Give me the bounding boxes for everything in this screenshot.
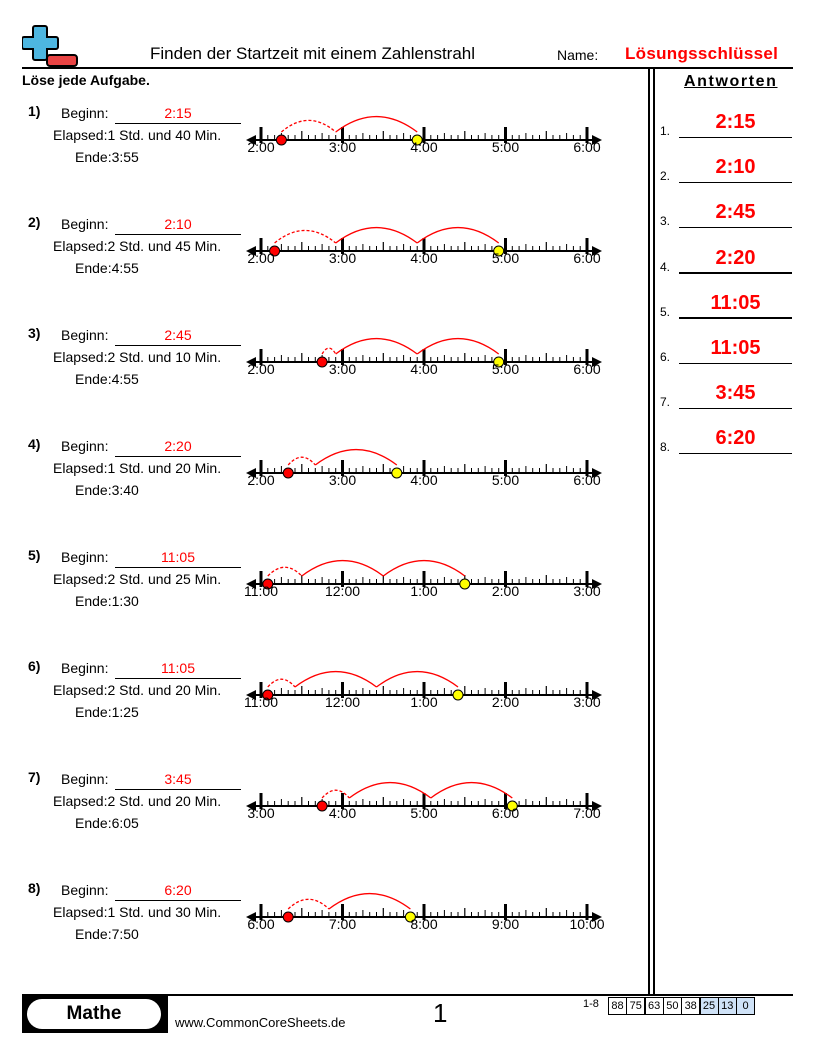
axis-hour-label: 11:00 bbox=[244, 583, 278, 599]
begin-answer: 11:05 bbox=[161, 660, 195, 676]
axis-hour-label: 6:00 bbox=[573, 139, 601, 155]
elapsed-text: Elapsed:1 Std. und 20 Min. bbox=[53, 460, 222, 476]
answer-row-3 bbox=[660, 190, 792, 230]
axis-hour-label: 1:00 bbox=[410, 583, 438, 599]
answer-row-6 bbox=[660, 326, 792, 366]
header-divider bbox=[22, 67, 793, 69]
score-cell: 63 bbox=[645, 997, 664, 1015]
axis-hour-label: 5:00 bbox=[491, 139, 520, 155]
begin-label: Beginn: bbox=[61, 771, 109, 787]
axis-hour-label: 3:00 bbox=[328, 250, 357, 266]
axis-hour-label: 3:00 bbox=[247, 805, 275, 821]
axis-hour-label: 11:00 bbox=[244, 694, 278, 710]
begin-answer: 2:15 bbox=[164, 105, 192, 121]
elapsed-text: Elapsed:2 Std. und 20 Min. bbox=[53, 793, 222, 809]
answer-row-4 bbox=[660, 236, 792, 276]
end-text: Ende:4:55 bbox=[75, 371, 139, 387]
number-line bbox=[0, 436, 640, 496]
axis-hour-label: 3:00 bbox=[328, 361, 357, 377]
axis-hour-label: 6:00 bbox=[573, 361, 601, 377]
answer-number: 4. bbox=[660, 259, 671, 274]
elapsed-text: Elapsed:2 Std. und 10 Min. bbox=[53, 349, 222, 365]
axis-hour-label: 7:00 bbox=[328, 916, 357, 932]
axis-hour-label: 4:00 bbox=[410, 361, 438, 377]
begin-answer: 2:10 bbox=[164, 216, 192, 232]
answer-line bbox=[679, 317, 792, 319]
answer-number: 7. bbox=[660, 395, 671, 410]
answer-line bbox=[679, 137, 792, 139]
axis-hour-label: 6:00 bbox=[573, 250, 601, 266]
axis-hour-label: 8:00 bbox=[410, 916, 438, 932]
score-cell: 25 bbox=[700, 997, 719, 1015]
problem-number: 8) bbox=[28, 880, 41, 896]
answer-line bbox=[679, 272, 792, 274]
elapsed-text: Elapsed:1 Std. und 40 Min. bbox=[53, 127, 222, 143]
score-cell: 38 bbox=[681, 997, 700, 1015]
begin-answer: 2:45 bbox=[164, 327, 192, 343]
answer-value: 6:20 bbox=[715, 427, 756, 450]
column-divider bbox=[648, 69, 650, 995]
number-line bbox=[0, 547, 640, 607]
axis-hour-label: 3:00 bbox=[328, 139, 357, 155]
answer-number: 1. bbox=[660, 124, 671, 138]
axis-hour-label: 4:00 bbox=[410, 250, 438, 266]
axis-hour-label: 4:00 bbox=[410, 139, 438, 155]
answer-value: 2:45 bbox=[715, 201, 756, 224]
answer-line bbox=[679, 363, 792, 365]
axis-hour-label: 2:00 bbox=[247, 250, 275, 266]
problem-number: 4) bbox=[28, 436, 41, 452]
axis-hour-label: 12:00 bbox=[324, 583, 361, 599]
begin-label: Beginn: bbox=[61, 882, 109, 898]
axis-hour-label: 4:00 bbox=[328, 805, 357, 821]
start-dot bbox=[283, 912, 293, 922]
score-cell: 88 bbox=[608, 997, 627, 1015]
axis-hour-label: 2:00 bbox=[247, 139, 275, 155]
answer-number: 2. bbox=[660, 169, 671, 184]
problem-1 bbox=[0, 103, 640, 193]
begin-answer: 6:20 bbox=[164, 882, 192, 898]
axis-hour-label: 4:00 bbox=[410, 472, 438, 488]
number-line bbox=[0, 658, 640, 718]
problem-number: 5) bbox=[28, 547, 41, 563]
elapsed-text: Elapsed:2 Std. und 45 Min. bbox=[53, 238, 222, 254]
begin-label: Beginn: bbox=[61, 438, 109, 454]
answer-number: 8. bbox=[660, 440, 671, 455]
axis-hour-label: 1:00 bbox=[410, 694, 438, 710]
end-text: Ende:3:55 bbox=[75, 149, 139, 165]
problem-number: 7) bbox=[28, 769, 41, 785]
axis-hour-label: 3:00 bbox=[573, 694, 601, 710]
axis-hour-label: 3:00 bbox=[328, 472, 357, 488]
begin-answer: 3:45 bbox=[164, 771, 192, 787]
score-cell: 0 bbox=[736, 997, 755, 1015]
answer-row-5 bbox=[660, 281, 792, 321]
score-cell: 75 bbox=[626, 997, 645, 1015]
axis-hour-label: 2:00 bbox=[247, 361, 275, 377]
answer-line bbox=[679, 453, 792, 455]
problem-8 bbox=[0, 880, 640, 970]
problem-2 bbox=[0, 214, 640, 304]
end-text: Ende:4:55 bbox=[75, 260, 139, 276]
end-text: Ende:1:25 bbox=[75, 704, 139, 720]
number-line bbox=[0, 214, 640, 274]
axis-hour-label: 5:00 bbox=[491, 250, 520, 266]
end-dot bbox=[460, 579, 470, 589]
answers-heading: Antworten bbox=[684, 73, 778, 90]
problem-3 bbox=[0, 325, 640, 415]
axis-hour-label: 12:00 bbox=[324, 694, 361, 710]
answer-number: 5. bbox=[660, 304, 671, 319]
answer-value: 11:05 bbox=[710, 337, 761, 359]
axis-hour-label: 10:00 bbox=[569, 916, 605, 932]
name-label: Name: bbox=[557, 47, 599, 63]
number-line bbox=[0, 880, 640, 940]
axis-hour-label: 3:00 bbox=[573, 583, 601, 599]
begin-label: Beginn: bbox=[61, 549, 109, 565]
axis-hour-label: 5:00 bbox=[491, 472, 520, 488]
elapsed-text: Elapsed:2 Std. und 20 Min. bbox=[53, 682, 222, 698]
plus-minus-logo-icon bbox=[22, 24, 80, 68]
page-number: 1 bbox=[433, 998, 448, 1028]
end-dot bbox=[392, 468, 402, 478]
score-cell: 13 bbox=[718, 997, 737, 1015]
number-line bbox=[0, 325, 640, 385]
number-line bbox=[0, 103, 640, 163]
end-text: Ende:3:40 bbox=[75, 482, 139, 498]
begin-label: Beginn: bbox=[61, 105, 109, 121]
problem-4 bbox=[0, 436, 640, 526]
answer-value: 2:10 bbox=[715, 156, 756, 179]
problem-number: 3) bbox=[28, 325, 41, 341]
axis-hour-label: 5:00 bbox=[491, 361, 520, 377]
elapsed-text: Elapsed:2 Std. und 25 Min. bbox=[53, 571, 222, 587]
end-text: Ende:1:30 bbox=[75, 593, 139, 609]
subject-badge: Mathe bbox=[27, 999, 161, 1029]
answer-value: 2:15 bbox=[715, 111, 756, 133]
answer-row-8 bbox=[660, 416, 792, 456]
elapsed-text: Elapsed:1 Std. und 30 Min. bbox=[53, 904, 222, 920]
begin-label: Beginn: bbox=[61, 660, 109, 676]
answer-value: 11:05 bbox=[710, 291, 761, 314]
score-cell: 50 bbox=[663, 997, 682, 1015]
answer-row-1 bbox=[660, 100, 792, 140]
problem-7 bbox=[0, 769, 640, 859]
start-dot bbox=[317, 357, 327, 367]
problem-6 bbox=[0, 658, 640, 748]
answer-value: 2:20 bbox=[715, 246, 756, 269]
answer-line bbox=[679, 182, 792, 184]
answer-number: 6. bbox=[660, 350, 671, 364]
column-divider bbox=[653, 69, 655, 995]
problem-number: 1) bbox=[28, 103, 41, 119]
answer-row-7 bbox=[660, 371, 792, 411]
axis-hour-label: 6:00 bbox=[247, 916, 275, 932]
axis-hour-label: 7:00 bbox=[573, 805, 601, 821]
begin-answer: 11:05 bbox=[161, 549, 195, 565]
end-text: Ende:7:50 bbox=[75, 926, 139, 942]
answer-line bbox=[679, 227, 792, 229]
axis-hour-label: 9:00 bbox=[491, 916, 520, 932]
name-value: Lösungsschlüssel bbox=[625, 44, 779, 63]
answer-row-2 bbox=[660, 145, 792, 185]
answer-value: 3:45 bbox=[715, 382, 756, 405]
page-title: Finden der Startzeit mit einem Zahlenstrahl bbox=[150, 44, 476, 63]
instructions: Löse jede Aufgabe. bbox=[22, 72, 150, 88]
start-dot bbox=[276, 135, 286, 145]
site-url: www.CommonCoreSheets.de bbox=[175, 1015, 346, 1030]
start-dot bbox=[317, 801, 327, 811]
number-line bbox=[0, 769, 640, 829]
axis-hour-label: 2:00 bbox=[491, 583, 520, 599]
begin-label: Beginn: bbox=[61, 216, 109, 232]
axis-hour-label: 2:00 bbox=[491, 694, 520, 710]
begin-answer: 2:20 bbox=[164, 438, 192, 454]
start-dot bbox=[283, 468, 293, 478]
axis-hour-label: 5:00 bbox=[410, 805, 438, 821]
answer-number: 3. bbox=[660, 214, 671, 229]
end-text: Ende:6:05 bbox=[75, 815, 139, 831]
axis-hour-label: 6:00 bbox=[573, 472, 601, 488]
problem-number: 2) bbox=[28, 214, 41, 230]
axis-hour-label: 2:00 bbox=[247, 472, 275, 488]
begin-label: Beginn: bbox=[61, 327, 109, 343]
end-dot bbox=[453, 690, 463, 700]
problem-5 bbox=[0, 547, 640, 637]
score-range-label: 1-8 bbox=[583, 998, 599, 1010]
axis-hour-label: 6:00 bbox=[491, 805, 520, 821]
answer-line bbox=[679, 408, 792, 410]
problem-number: 6) bbox=[28, 658, 41, 674]
